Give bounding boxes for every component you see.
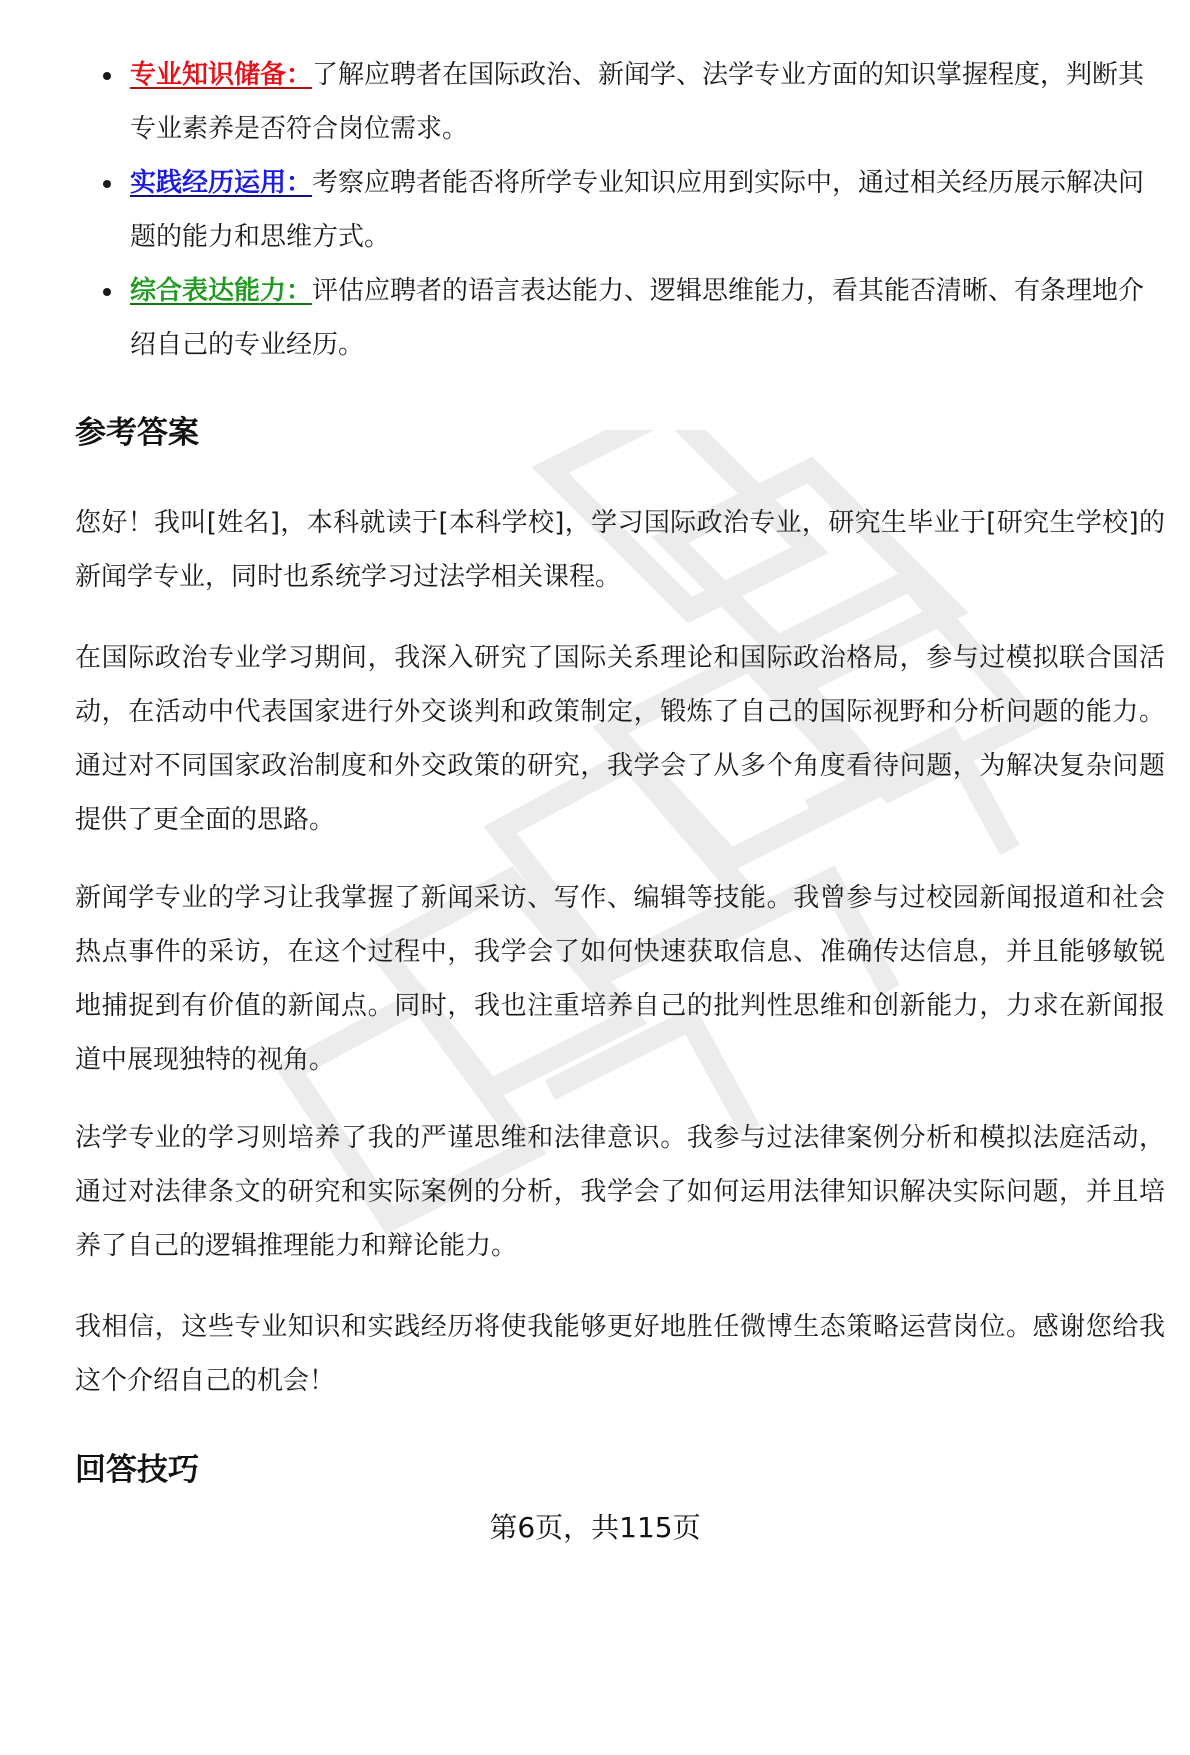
answer-paragraph-international-politics: 在国际政治专业学习期间，我深入研究了国际关系理论和国际政治格局，参与过模拟联合国活动，在活动中代表国家进行外交谈判和政策制定，锻炼了自己的国际视野和分析问题的能力。通过对不同国家政治制度和外交政策的研究，我学会了从多个角度看待问题，为解决复杂问题提供了更全面的思路。	[75, 643, 1165, 835]
criteria-label: 专业知识储备：	[130, 60, 313, 90]
criteria-label: 综合表达能力：	[130, 276, 313, 306]
bullet-icon	[103, 180, 111, 188]
criteria-item-practical-experience	[75, 156, 1165, 264]
criteria-text: 了解应聘者在国际政治、新闻学、法学专业方面的知识掌握程度，判断其专业素养是否符合岗位需求。	[130, 60, 1145, 144]
criteria-item-expression-ability	[75, 264, 1165, 372]
criteria-label: 实践经历运用：	[130, 168, 313, 198]
criteria-text: 考察应聘者能否将所学专业知识应用到实际中，通过相关经历展示解决问题的能力和思维方式。	[130, 168, 1145, 252]
page-indicator: 第6页，共115页	[489, 1511, 701, 1544]
answer-tips-heading: 回答技巧	[75, 1452, 199, 1488]
bullet-icon	[103, 72, 111, 80]
answer-paragraph-law: 法学专业的学习则培养了我的严谨思维和法律意识。我参与过法律案例分析和模拟法庭活动，通过对法律条文的研究和实际案例的分析，我学会了如何运用法律知识解决实际问题，并且培养了自己的逻辑推理能力和辩论能力。	[75, 1123, 1165, 1261]
reference-answer-heading: 参考答案	[75, 415, 199, 451]
evaluation-criteria-list	[75, 48, 1165, 372]
criteria-item-professional-knowledge	[75, 48, 1165, 156]
answer-paragraph-journalism: 新闻学专业的学习让我掌握了新闻采访、写作、编辑等技能。我曾参与过校园新闻报道和社会热点事件的采访，在这个过程中，我学会了如何快速获取信息、准确传达信息，并且能够敏锐地捕捉到有价值的新闻点。同时，我也注重培养自己的批判性思维和创新能力，力求在新闻报道中展现独特的视角。	[75, 883, 1165, 1075]
answer-paragraph-closing: 我相信，这些专业知识和实践经历将使我能够更好地胜任微博生态策略运营岗位。感谢您给我这个介绍自己的机会！	[75, 1312, 1165, 1396]
criteria-text: 评估应聘者的语言表达能力、逻辑思维能力，看其能否清晰、有条理地介绍自己的专业经历。	[130, 276, 1145, 360]
answer-paragraph-intro: 您好！我叫[姓名]，本科就读于[本科学校]，学习国际政治专业，研究生毕业于[研究生学校]的新闻学专业，同时也系统学习过法学相关课程。	[75, 508, 1165, 592]
bullet-icon	[103, 288, 111, 296]
